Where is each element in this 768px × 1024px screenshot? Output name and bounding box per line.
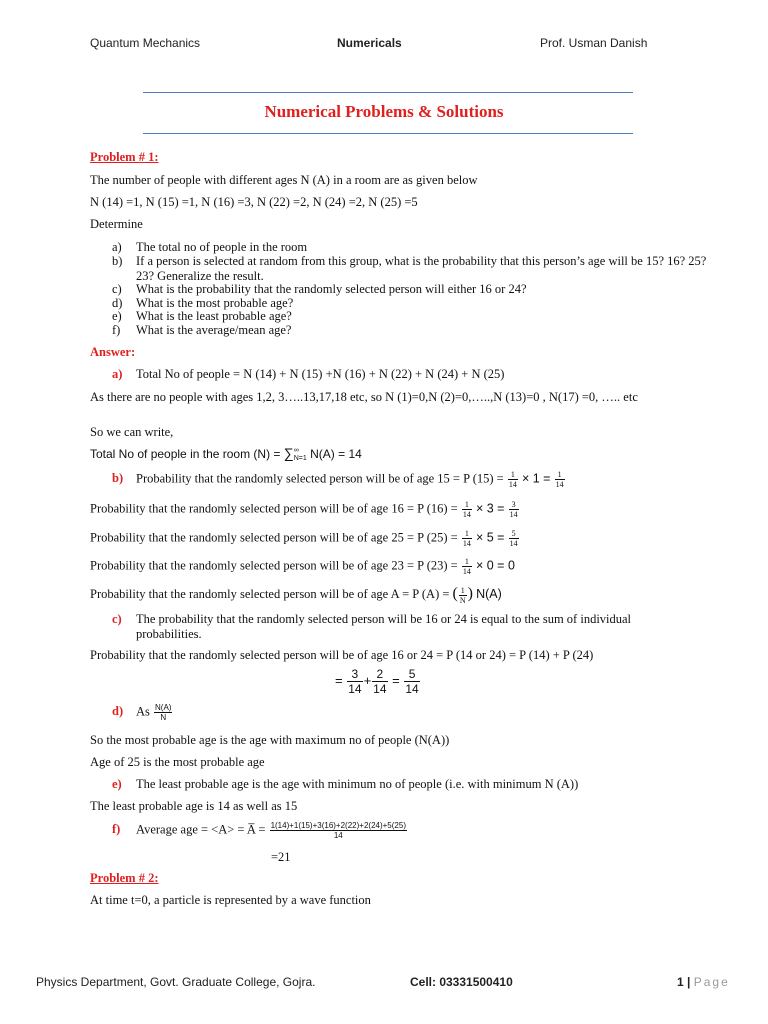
- prob-age-16: Probability that the randomly selected person will be of age 16 = P (16) = $\frac{1}{14}$ × 3 = $\frac{3}{14}$: [90, 500, 518, 519]
- answer-no-ages: As there are no people with ages 1,2, 3…..13,17,18 etc, so N (1)=0,N (2)=0,…..,N (13)=0 , N(17) =0, ….. etc: [90, 390, 638, 404]
- answer-e-line: The least probable age is 14 as well as 15: [90, 799, 298, 813]
- footer-cell: Cell: 03331500410: [410, 975, 513, 989]
- header-course: Quantum Mechanics: [90, 36, 201, 50]
- answer-d: d) As $\frac{N(A)}{N}$: [112, 703, 172, 722]
- problem-2-heading: Problem # 2:: [90, 871, 159, 885]
- page-word: Page: [693, 975, 730, 989]
- title-rule-bottom: [143, 133, 633, 134]
- answer-f: f) Average age = <A> = A̅ = $\frac{1(14)+1(15)+3(16)+2(22)+2(24)+5(25)}{14}$: [112, 821, 406, 840]
- answer-d-line-2: Age of 25 is the most probable age: [90, 755, 265, 769]
- footer-department: Physics Department, Govt. Graduate College, Gojra.: [36, 975, 316, 989]
- answer-so-write: So we can write,: [90, 425, 174, 439]
- question-f: f) What is the average/mean age?: [112, 323, 292, 337]
- total-equation: Total No of people in the room (N) = ∑ ∞ N=1 N(A) = 14: [90, 445, 362, 462]
- answer-a: a) Total No of people = N (14) + N (15) +N (16) + N (22) + N (24) + N (25): [112, 367, 505, 381]
- answer-d-line-1: So the most probable age is the age with maximum no of people (N(A)): [90, 733, 450, 747]
- problem-1-intro: The number of people with different ages N (A) in a room are as given below: [90, 173, 478, 187]
- answer-c: c) The probability that the randomly selected person will be 16 or 24 is equal to the sum of individual probabilities.: [112, 612, 632, 641]
- title-rule-top: [143, 92, 633, 93]
- problem-1-heading: Problem # 1:: [90, 150, 159, 164]
- problem-2-text: At time t=0, a particle is represented by a wave function: [90, 893, 371, 907]
- question-a: a) The total no of people in the room: [112, 240, 308, 254]
- page-number: 1: [677, 975, 684, 989]
- header-author: Prof. Usman Danish: [540, 36, 648, 50]
- question-e: e) What is the least probable age?: [112, 309, 292, 323]
- question-b: b) If a person is selected at random from this group, what is the probability that this person’s age will be 15? 16? 25? 23? Generalize the result.: [112, 254, 707, 283]
- answer-b: b) Probability that the randomly selected person will be of age 15 = P (15) = $\frac{1}{14}$ × 1 = $\frac{1}{14}$: [112, 470, 564, 489]
- answer-c-line: Probability that the randomly selected person will be of age 16 or 24 = P (14 or 24) = P (14) + P (24): [90, 648, 594, 662]
- problem-1-data: N (14) =1, N (15) =1, N (16) =3, N (22) =2, N (24) =2, N (25) =5: [90, 195, 418, 209]
- prob-age-23: Probability that the randomly selected person will be of age 23 = P (23) = $\frac{1}{14}$ × 0 = 0: [90, 557, 515, 576]
- problem-1-determine: Determine: [90, 217, 143, 231]
- prob-age-25: Probability that the randomly selected person will be of age 25 = P (25) = $\frac{1}{14}$ × 5 = $\frac{5}{14}$: [90, 529, 518, 548]
- page-title: Numerical Problems & Solutions: [264, 102, 504, 121]
- footer-page: 1 | Page: [677, 975, 730, 989]
- header-section: Numericals: [337, 36, 402, 50]
- sum-equation: = $\frac{3}{14}$ + $\frac{2}{14}$ = $\frac{5}{14}$: [335, 667, 419, 696]
- prob-age-general: Probability that the randomly selected person will be of age A = P (A) = ( $\frac{1}{N}$ ) N(A): [90, 585, 502, 605]
- answer-heading: Answer:: [90, 345, 136, 359]
- answer-f-result: =21: [271, 850, 291, 864]
- question-c: c) What is the probability that the randomly selected person will either 16 or 24?: [112, 282, 527, 296]
- answer-e: e) The least probable age is the age with minimum no of people (i.e. with minimum N (A)): [112, 777, 579, 791]
- question-d: d) What is the most probable age?: [112, 296, 294, 310]
